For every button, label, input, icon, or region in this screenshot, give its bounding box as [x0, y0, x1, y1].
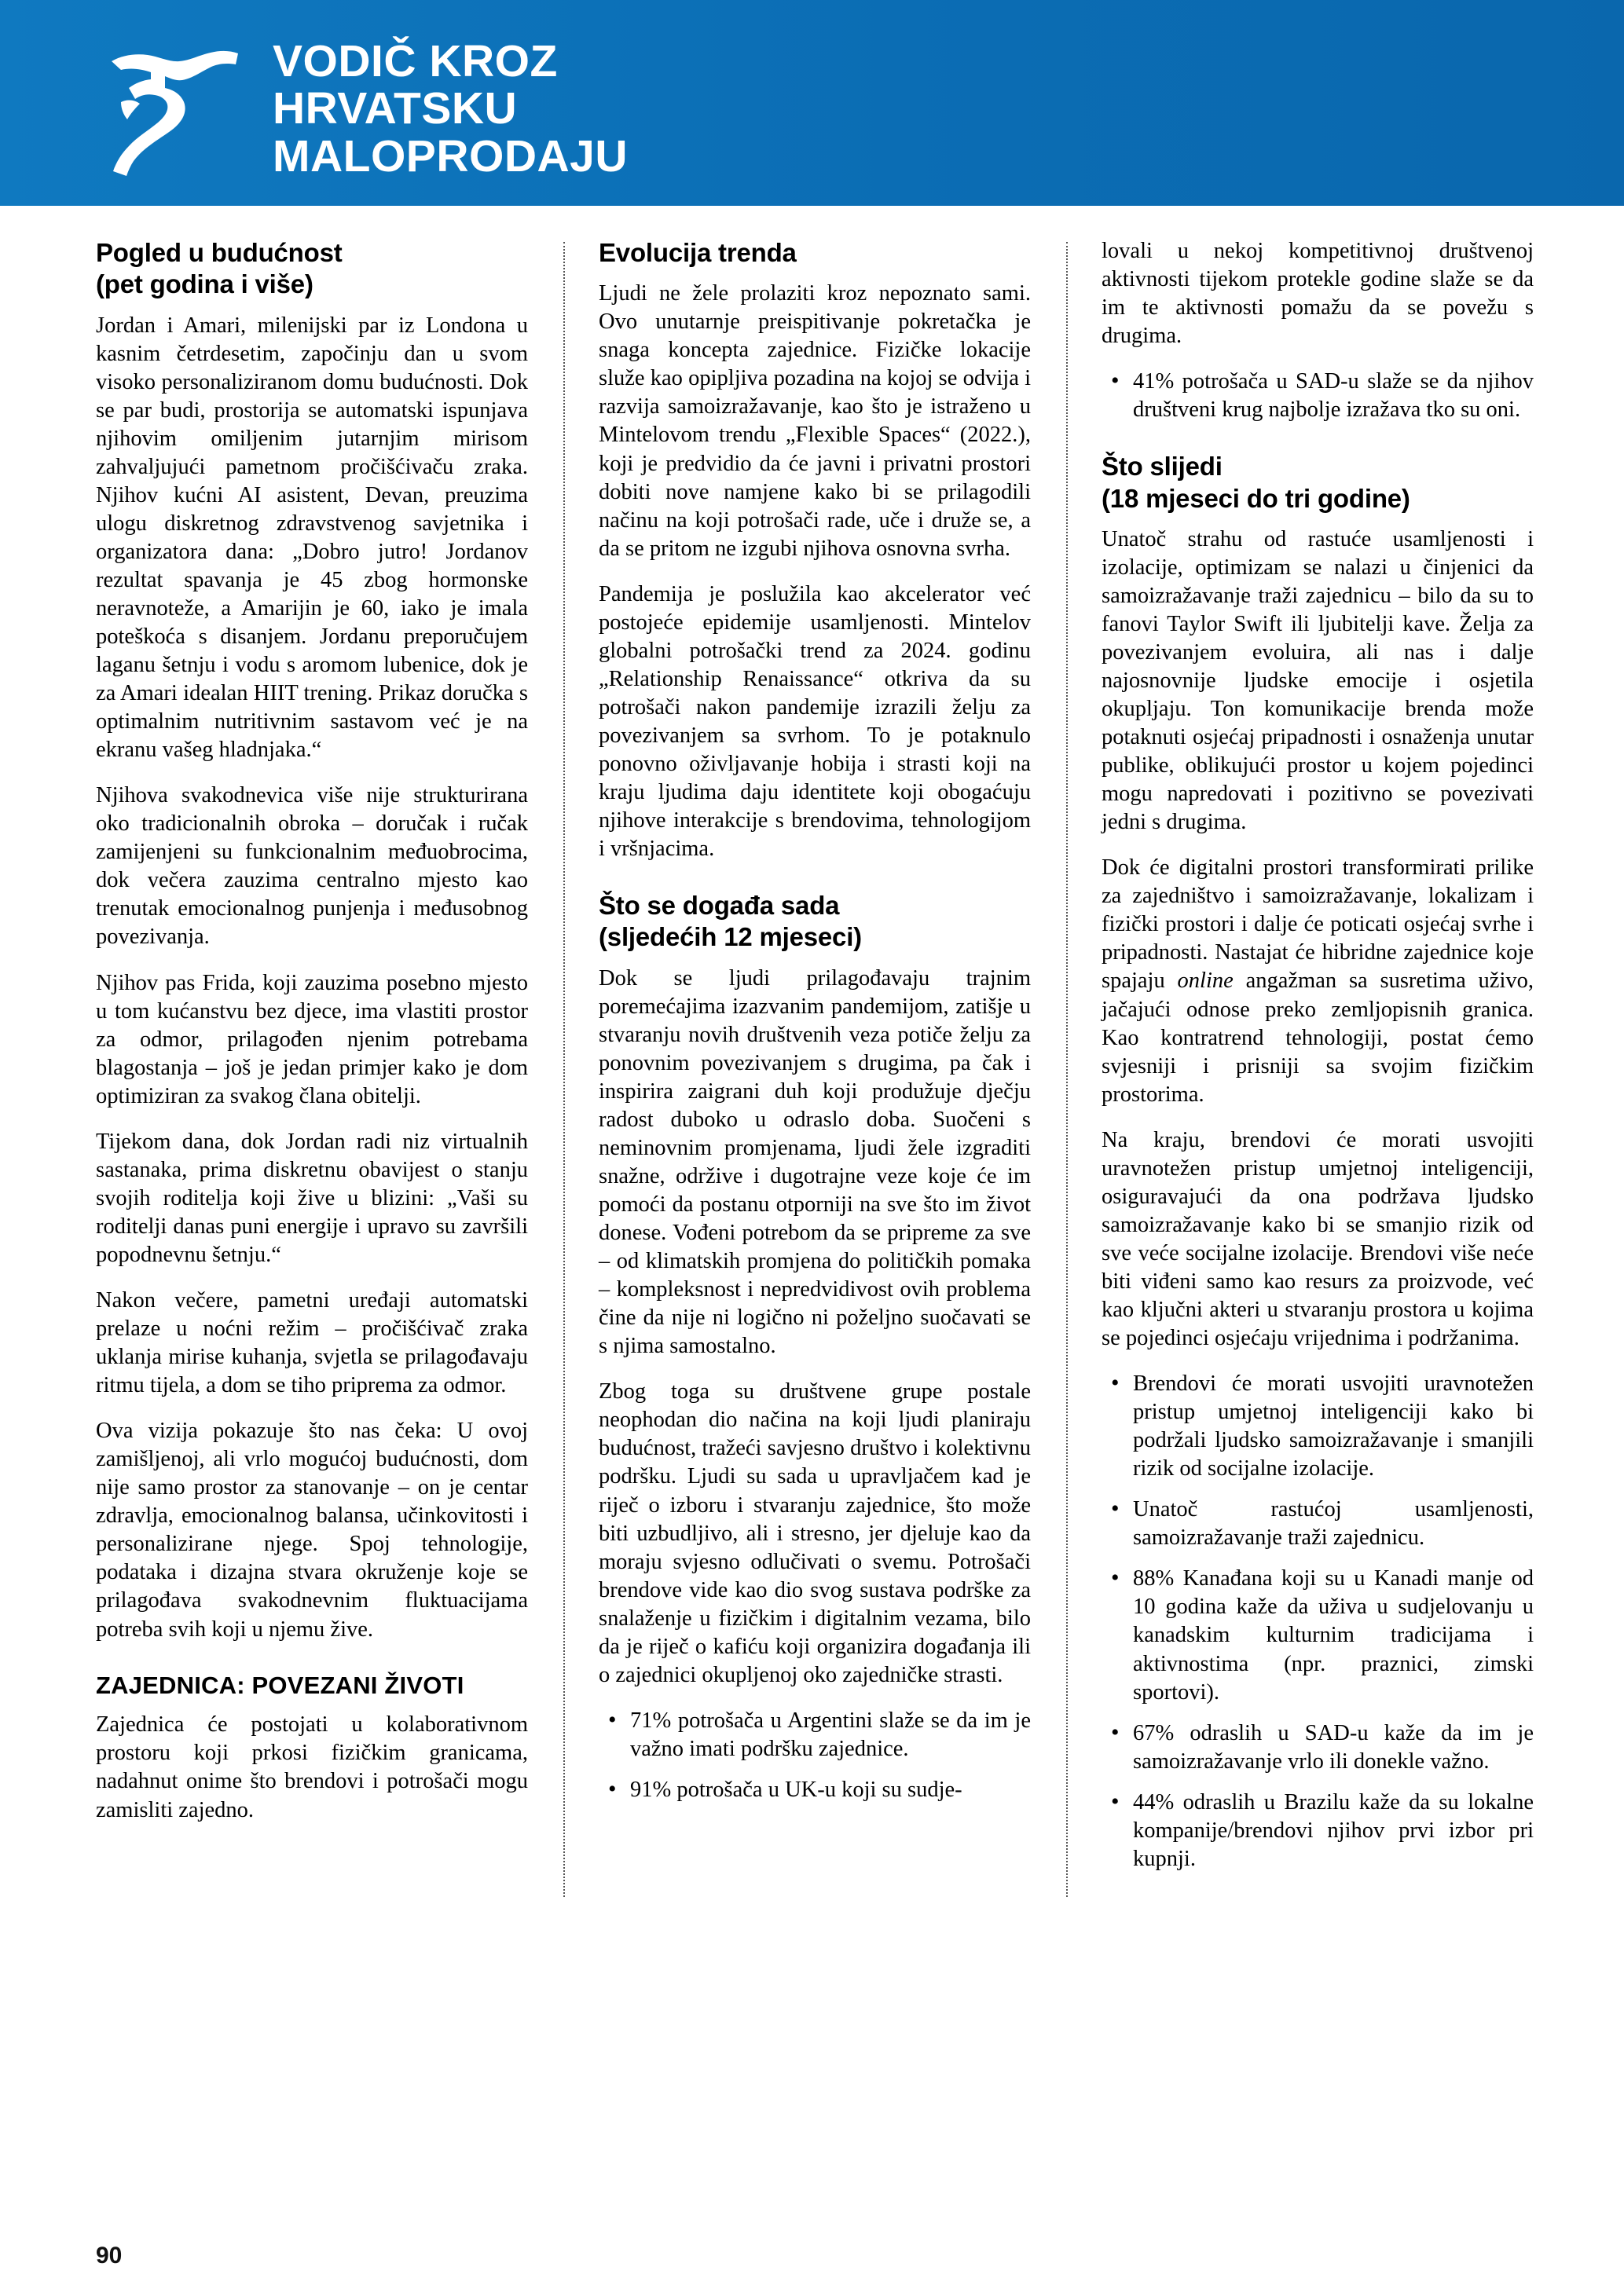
paragraph-with-emphasis — [1102, 854, 1534, 1108]
column-1 — [96, 237, 528, 1889]
paragraph: Ova vizija pokazuje što nas čeka: U ovoj zamišljenoj, ali vrlo mogućoj budućnosti, dom nije samo prostor za stanovanje – on je centar zdravlja, emocionalnog balansa, učinkovitosti i personalizirane njege. Spoj tehnologije, podataka i dizajna stvara okruženje koje se prilagođava svakodnevnim fluktuacijama potreba svih koji u njemu žive. — [96, 1419, 528, 1642]
column-3 — [1066, 237, 1534, 1889]
paragraph: Nakon večere, pametni uređaji automatski prelaze u noćni režim – pročišćivač zraka uklanja mirise kuhanja, svjetla se prilagođavaju ritmu tijela, a dom se tiho priprema za odmor. — [96, 1288, 528, 1398]
article-columns — [96, 237, 1534, 1889]
stat-bullet-list — [1102, 1370, 1534, 1873]
croatia-map-icon — [94, 27, 255, 176]
heading-line-2: (sljedećih 12 mjeseci) — [599, 922, 862, 952]
brand-title-line-1: VODIČ KROZ — [273, 36, 558, 86]
list-item: • 88% Kanađana koji su u Kanadi manje od 10 godina kaže da uživa u sudjelovanju u kanadskim kulturnim tradicijama i aktivnostima (npr. praznici, zimski sportovi). — [1102, 1565, 1534, 1706]
section-heading-trend-evolution: Evolucija trenda — [599, 238, 797, 267]
paragraph-part-a: Dok će digitalni prostori transformirati prilike za zajedništvo i samoizražavanje, lokalizam i fizički prostori i dalje će poticati osjećaj svrhe i pripadnosti. Nastajat će hibridne zajednice koje spajaju — [1102, 855, 1534, 994]
brand-lockup — [94, 22, 628, 180]
brand-title-line-2: HRVATSKU — [273, 83, 518, 134]
list-item: • 67% odraslih u SAD-u kaže da im je samoizražavanje vrlo ili donekle važno. — [1102, 1719, 1534, 1776]
section-heading-next — [1102, 451, 1534, 514]
paragraph: Zajednica će postojati u kolaborativnom prostoru koji prkosi fizičkim granicama, nadahnut onime što brendovi i potrošači mogu zamisliti zajedno. — [96, 1712, 528, 1822]
list-item: • 91% potrošača u UK-u koji su sudje- — [599, 1776, 1031, 1804]
paragraph: Pandemija je poslužila kao akcelerator već postojeće epidemije usamljenosti. Mintelov globalni potrošački trend za 2024. godinu „Relationship Renaissance“ otkriva da su potrošači nakon pandemije izrazili želju za povezivanjem sa svrhom. To je potaknulo ponovno oživljavanje hobija i strasti koji na kraju ljudima daju identitete koji obogaćuju njihove interakcije s brendovima, tehnologijom i vršnjacima. — [599, 581, 1031, 862]
list-item: • Unatoč rastućoj usamljenosti, samoizražavanje traži zajednicu. — [1102, 1496, 1534, 1552]
paragraph: Zbog toga su društvene grupe postale neophodan dio načina na koji ljudi planiraju budućnost, tražeći savjesno društvo i kolektivnu podršku. Ljudi su sada u upravljačem kad je riječ o izboru i stvaranju zajednice, što može biti uzbudljivo, ali i stresno, jer djeluje kao da moraju svjesno odlučivati o svemu. Potrošači brendove vide kao dio svog sustava podrške za snalaženje u fizičkim i digitalnim vezama, bilo da je riječ o kafiću koji organizira događanja ili o zajednici okupljenoj oko zajedničke strasti. — [599, 1379, 1031, 1687]
heading-line-2: (pet godina i više) — [96, 269, 313, 299]
paragraph: Jordan i Amari, milenijski par iz Londona u kasnim četrdesetim, započinju dan u svom visoko personaliziranom domu budućnosti. Dok se par budi, prostorija se automatski ispunjava njihovim omiljenim jutarnjim mirisom zahvaljujući pametnom pročišćivaču zraka. Njihov kućni AI asistent, Devan, preuzima ulogu diskretnog zdravstvenog savjetnika i organizatora dana: „Dobro jutro! Jordanov rezultat spavanja je 45 zbog hormonske neravnoteže, a Amarijin je 60, iako je imala poteškoća s disanjem. Jordanu preporučujem laganu šetnju i vodu s aromom lubenice, dok je za Amari idealan HIIT trening. Prikaz doručka s optimalnim nutritivnim sastavom već je na ekranu vašeg hladnjaka.“ — [96, 313, 528, 763]
list-item: • 44% odraslih u Brazilu kaže da su lokalne kompanije/brendovi njihov prvi izbor pri kupnji. — [1102, 1789, 1534, 1873]
section-heading-community: ZAJEDNICA: POVEZANI ŽIVOTI — [96, 1671, 464, 1699]
paragraph: Njihov pas Frida, koji zauzima posebno mjesto u tom kućanstvu bez djece, ima vlastiti prostor za odmor, prilagođen njenim potrebama blagostanja – još je jedan primjer kako je dom optimiziran za svakog člana obitelji. — [96, 970, 528, 1108]
section-heading-future — [96, 237, 528, 301]
page-number: 90 — [96, 2243, 123, 2269]
stat-bullet-list-top — [1102, 368, 1534, 424]
paragraph: Unatoč strahu od rastuće usamljenosti i izolacije, optimizam se nalazi u činjenici da samoizražavanje traži zajednicu – bilo da su to fanovi Taylor Swift ili ljubitelji kave. Želja za povezivanjem evoluira, ali nas i dalje najosnovnije ljudske emocije i osjetila okupljaju. Ton komunikacije brenda može potaknuti osjećaj pripadnosti i osnaženja unutar publike, oblikujući prostor u kojem pojedinci mogu napredovati i pozitivno se povezivati jedni s drugima. — [1102, 526, 1534, 835]
paragraph: lovali u nekoj kompetitivnoj društvenoj aktivnosti tijekom protekle godine slaže se da im te aktivnosti pomažu da se povežu s drugima. — [1102, 239, 1534, 349]
list-item: • 71% potrošača u Argentini slaže se da im je važno imati podršku zajednice. — [599, 1707, 1031, 1763]
paragraph: Na kraju, brendovi će morati usvojiti uravnotežen pristup umjetnoj inteligenciji, osiguravajući da ona podržava ljudsko samoizražavanje kako bi se smanjio rizik od sve veće socijalne izolacije. Brendovi više neće biti viđeni samo kao resurs za proizvode, već kao ključni akteri u stvaranju prostora u kojima se pojedinci osjećaju vrijednima i podržanima. — [1102, 1127, 1534, 1351]
paragraph: Tijekom dana, dok Jordan radi niz virtualnih sastanaka, prima diskretnu obavijest o stanju svojih roditelja koji žive u blizini: „Vaši su roditelji danas puni energije i upravo su završili popodnevnu šetnju.“ — [96, 1129, 528, 1267]
stat-bullet-list — [599, 1707, 1031, 1804]
paragraph: Ljudi ne žele prolaziti kroz nepoznato sami. Ovo unutarnje preispitivanje pokretačka je snaga koncepta zajednice. Fizičke lokacije služe kao opipljiva pozadina na kojoj se odvija i razvija samoizražavanje, kao što je istraženo u Mintelovom trendu „Flexible Spaces“ (2022.), koji je predvidio da će javni i privatni prostori dobiti nove namjene kako bi se prilagodili načinu na koji potrošači rade, uče i druže se, a da se pritom ne izgubi njihova osnovna svrha. — [599, 281, 1031, 561]
brand-title — [273, 38, 628, 180]
column-2 — [563, 237, 1031, 1889]
paragraph-part-b: angažman sa susretima uživo, jačajući odnose preko zemljopisnih granica. Kao kontratrend tehnologiji, postat ćemo svjesniji i prisniji sa svojim fizičkim prostorima. — [1102, 969, 1534, 1107]
list-item: • 41% potrošača u SAD-u slaže se da njihov društveni krug najbolje izražava tko su oni. — [1102, 368, 1534, 424]
emphasized-term: online — [1177, 969, 1234, 994]
heading-line-1: Što slijedi — [1102, 452, 1223, 482]
heading-line-1: Pogled u budućnost — [96, 238, 343, 267]
paragraph: Njihova svakodnevica više nije strukturirana oko tradicionalnih obroka – doručak i ručak zamijenjeni su funkcionalnim međuobrocima, dok večera zauzima centralno mjesto kao trenutak emocionalnog punjenja i međusobnog povezivanja. — [96, 783, 528, 950]
heading-line-1: Što se događa sada — [599, 891, 840, 921]
page-body — [0, 206, 1624, 2296]
heading-line-2: (18 mjeseci do tri godine) — [1102, 483, 1410, 513]
page-header — [0, 0, 1624, 206]
section-heading-now — [599, 890, 1031, 954]
paragraph: Dok se ljudi prilagođavaju trajnim poremećajima izazvanim pandemijom, zatišje u stvaranju novih društvenih veza potiče želju za ponovnim povezivanjem s drugima, pa čak i inspirira zaigrani duh koji produžuje dječju radost duboko u odraslo doba. Suočeni s neminovnim promjenama, ljudi žele izgraditi snažne, održive i dugotrajne veze koje će im pomoći da postanu otporniji na sve što im život donese. Vođeni potrebom da se pripreme za sve – od klimatskih promjena do političkih pomaka – kompleksnost i nepredvidivost ovih problema čine da nije ni logično ni poželjno suočavati se s njima samostalno. — [599, 965, 1031, 1359]
brand-title-line-3: MALOPRODAJU — [273, 130, 629, 181]
list-item: • Brendovi će morati usvojiti uravnotežen pristup umjetnoj inteligenciji kako bi podržali ljudsko samoizražavanje i smanjili rizik od socijalne izolacije. — [1102, 1370, 1534, 1483]
